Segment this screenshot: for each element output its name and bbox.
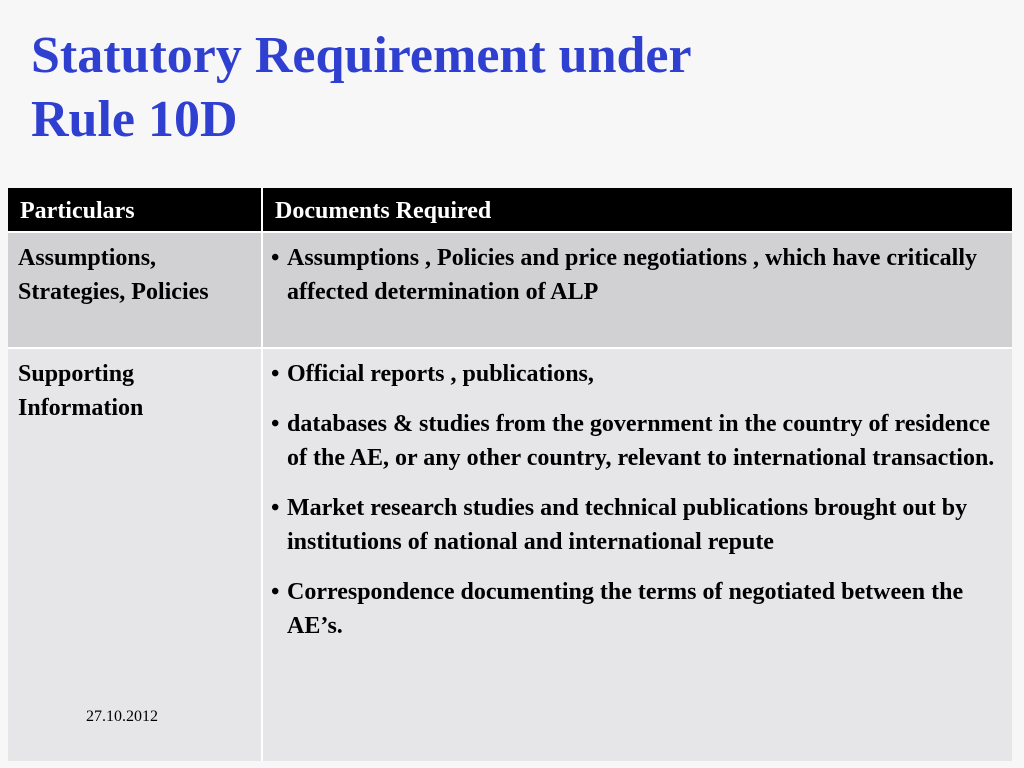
list-item: • Official reports , publications, [271,357,1000,391]
footer-date: 27.10.2012 [86,708,158,725]
list-item: • databases & studies from the government in the country of residence of the AE, or any other country, relevant to international transaction. [271,407,1000,475]
documents-list [271,241,1000,309]
particular-cell: Assumptions, Strategies, Policies [8,232,262,348]
slide-title [31,24,991,152]
slide-title-line2: Rule 10D [31,91,238,148]
table-header-row [8,188,1012,232]
particular-cell: Supporting Information [8,348,262,761]
requirements-table [8,188,1012,761]
documents-cell [262,232,1012,348]
table-row [8,348,1012,761]
list-item: • Assumptions , Policies and price negotiations , which have critically affected determination of ALP [271,241,1000,309]
documents-cell [262,348,1012,761]
documents-list [271,357,1000,643]
list-item: • Correspondence documenting the terms of negotiated between the AE’s. [271,575,1000,643]
header-documents-required: Documents Required [262,188,1012,232]
header-particulars: Particulars [8,188,262,232]
table-row [8,232,1012,348]
slide-title-line1: Statutory Requirement under [31,27,692,84]
list-item: • Market research studies and technical publications brought out by institutions of national and international repute [271,491,1000,559]
